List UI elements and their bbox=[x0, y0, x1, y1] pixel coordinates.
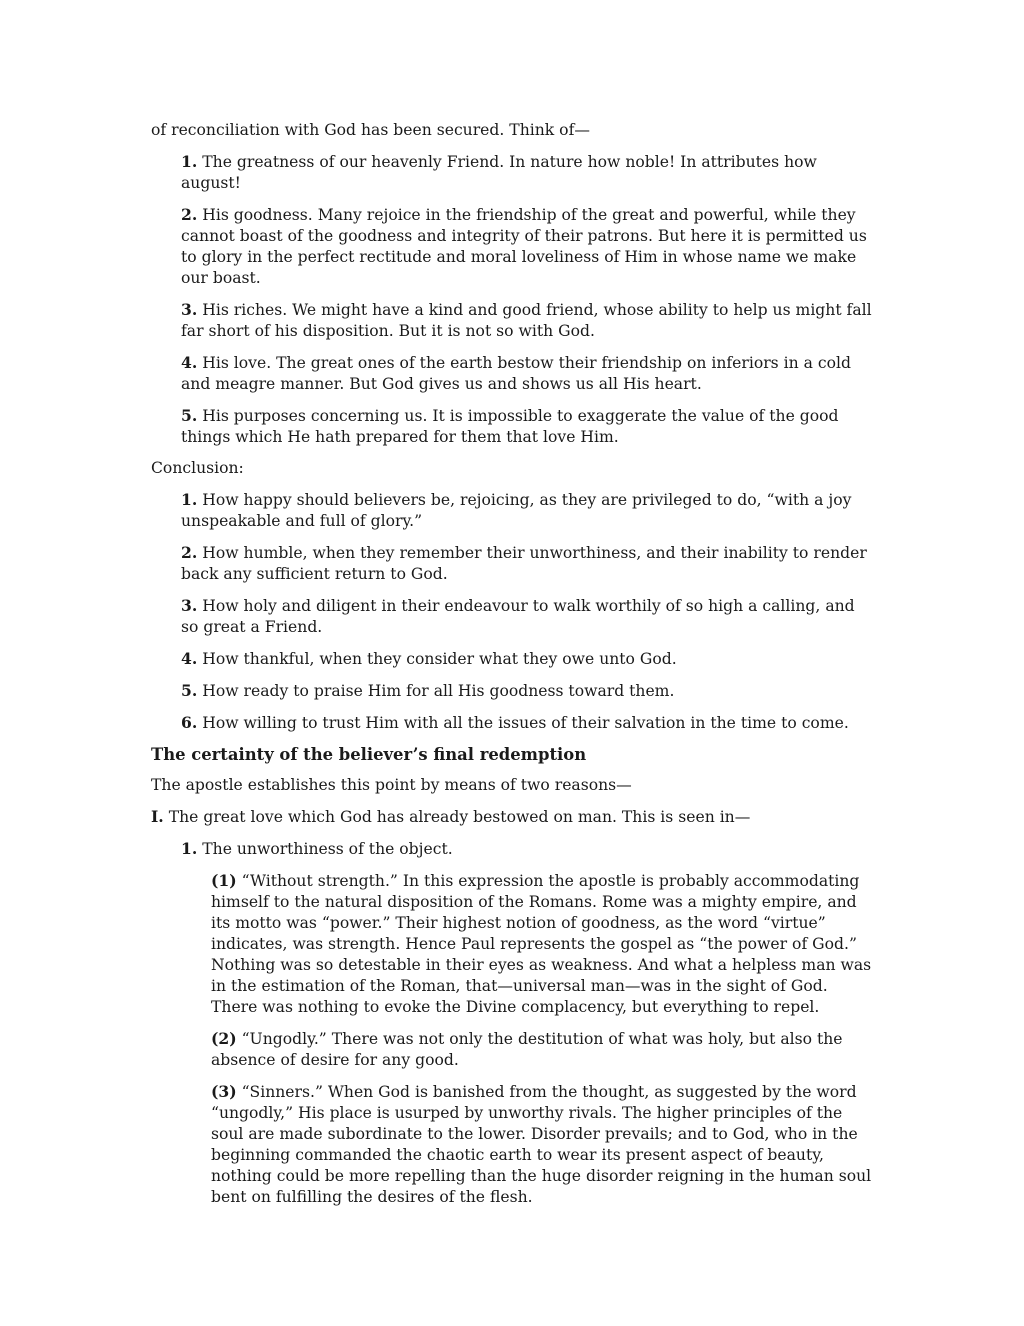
list-item bbox=[211, 870, 875, 1018]
list-item bbox=[181, 648, 875, 670]
list-item bbox=[181, 595, 875, 638]
item-number: (2) bbox=[211, 1029, 237, 1048]
point-one bbox=[151, 806, 875, 828]
item-text: His love. The great ones of the earth bestow their friendship on inferiors in a cold and meagre manner. But God gives us and shows us all His heart. bbox=[181, 354, 851, 393]
list-item bbox=[181, 542, 875, 585]
list-item bbox=[181, 299, 875, 342]
item-text: How thankful, when they consider what they owe unto God. bbox=[202, 650, 677, 668]
item-number: 1. bbox=[181, 152, 198, 171]
item-number: 3. bbox=[181, 596, 198, 615]
subpoints-list bbox=[151, 870, 875, 1208]
intro-paragraph: of reconciliation with God has been secured. Think of— bbox=[151, 121, 590, 139]
item-text: How willing to trust Him with all the issues of their salvation in the time to come. bbox=[202, 714, 849, 732]
section-lead: The apostle establishes this point by means of two reasons— bbox=[151, 776, 632, 794]
item-number: 1. bbox=[181, 490, 198, 509]
point-number: I. bbox=[151, 807, 164, 826]
item-number: 5. bbox=[181, 406, 198, 425]
item-text: “Without strength.” In this expression the apostle is probably accommodating himself to the natural disposition of the Romans. Rome was a mighty empire, and its motto was “power.” Their highest notion of goodness, as the word “virtue” indicates, was strength. Hence Paul represents the gospel as “the power of God.” Nothing was so detestable in their eyes as weakness. And what a helpless man was in the estimation of the Roman, that—universal man—was in the sight of God. There was nothing to evoke the Divine complacency, but everything to repel. bbox=[211, 872, 872, 1016]
item-number: 6. bbox=[181, 713, 198, 732]
item-number: 4. bbox=[181, 649, 198, 668]
item-number: 2. bbox=[181, 543, 198, 562]
list-item bbox=[181, 489, 875, 532]
item-number: 3. bbox=[181, 300, 198, 319]
item-number: (1) bbox=[211, 871, 237, 890]
list-item bbox=[181, 352, 875, 395]
item-text: How humble, when they remember their unworthiness, and their inability to render back any sufficient return to God. bbox=[181, 544, 867, 583]
item-text: How holy and diligent in their endeavour to walk worthily of so high a calling, and so great a Friend. bbox=[181, 597, 855, 636]
item-number: (3) bbox=[211, 1082, 237, 1101]
item-text: His riches. We might have a kind and good friend, whose ability to help us might fall far short of his disposition. But it is not so with God. bbox=[181, 301, 872, 340]
list-item bbox=[211, 1081, 875, 1208]
document-page bbox=[151, 120, 875, 1208]
list-item bbox=[211, 1028, 875, 1071]
item-text: How happy should believers be, rejoicing, as they are privileged to do, “with a joy unspeakable and full of glory.” bbox=[181, 491, 852, 530]
item-text: His goodness. Many rejoice in the friendship of the great and powerful, while they cannot boast of the goodness and integrity of their patrons. But here it is permitted us to glory in the perfect rectitude and moral loveliness of Him in whose name we make our boast. bbox=[181, 206, 867, 287]
item-number: 4. bbox=[181, 353, 198, 372]
conclusion-label: Conclusion: bbox=[151, 459, 244, 477]
list-item bbox=[181, 405, 875, 448]
list-item bbox=[181, 712, 875, 734]
item-text: “Sinners.” When God is banished from the thought, as suggested by the word “ungodly,” His place is usurped by unworthy rivals. The higher principles of the soul are made subordinate to the lower. Disorder prevails; and to God, who in the beginning commanded the chaotic earth to wear its present aspect of beauty, nothing could be more repelling than the huge disorder reigning in the human soul bent on fulfilling the desires of the flesh. bbox=[211, 1083, 872, 1206]
think-of-list bbox=[151, 151, 875, 448]
item-text: The unworthiness of the object. bbox=[202, 840, 453, 858]
item-text: His purposes concerning us. It is impossible to exaggerate the value of the good things which He hath prepared for them that love Him. bbox=[181, 407, 839, 446]
item-number: 1. bbox=[181, 839, 198, 858]
list-item bbox=[181, 151, 875, 194]
section-heading: The certainty of the believer’s final redemption bbox=[151, 745, 587, 764]
sub-point-one bbox=[181, 838, 875, 860]
item-text: “Ungodly.” There was not only the destitution of what was holy, but also the absence of desire for any good. bbox=[211, 1030, 843, 1069]
item-number: 2. bbox=[181, 205, 198, 224]
item-number: 5. bbox=[181, 681, 198, 700]
point-text: The great love which God has already bestowed on man. This is seen in— bbox=[168, 808, 751, 826]
item-text: How ready to praise Him for all His goodness toward them. bbox=[202, 682, 675, 700]
item-text: The greatness of our heavenly Friend. In nature how noble! In attributes how august! bbox=[181, 153, 817, 192]
list-item bbox=[181, 680, 875, 702]
list-item bbox=[181, 204, 875, 289]
conclusion-list bbox=[151, 489, 875, 734]
